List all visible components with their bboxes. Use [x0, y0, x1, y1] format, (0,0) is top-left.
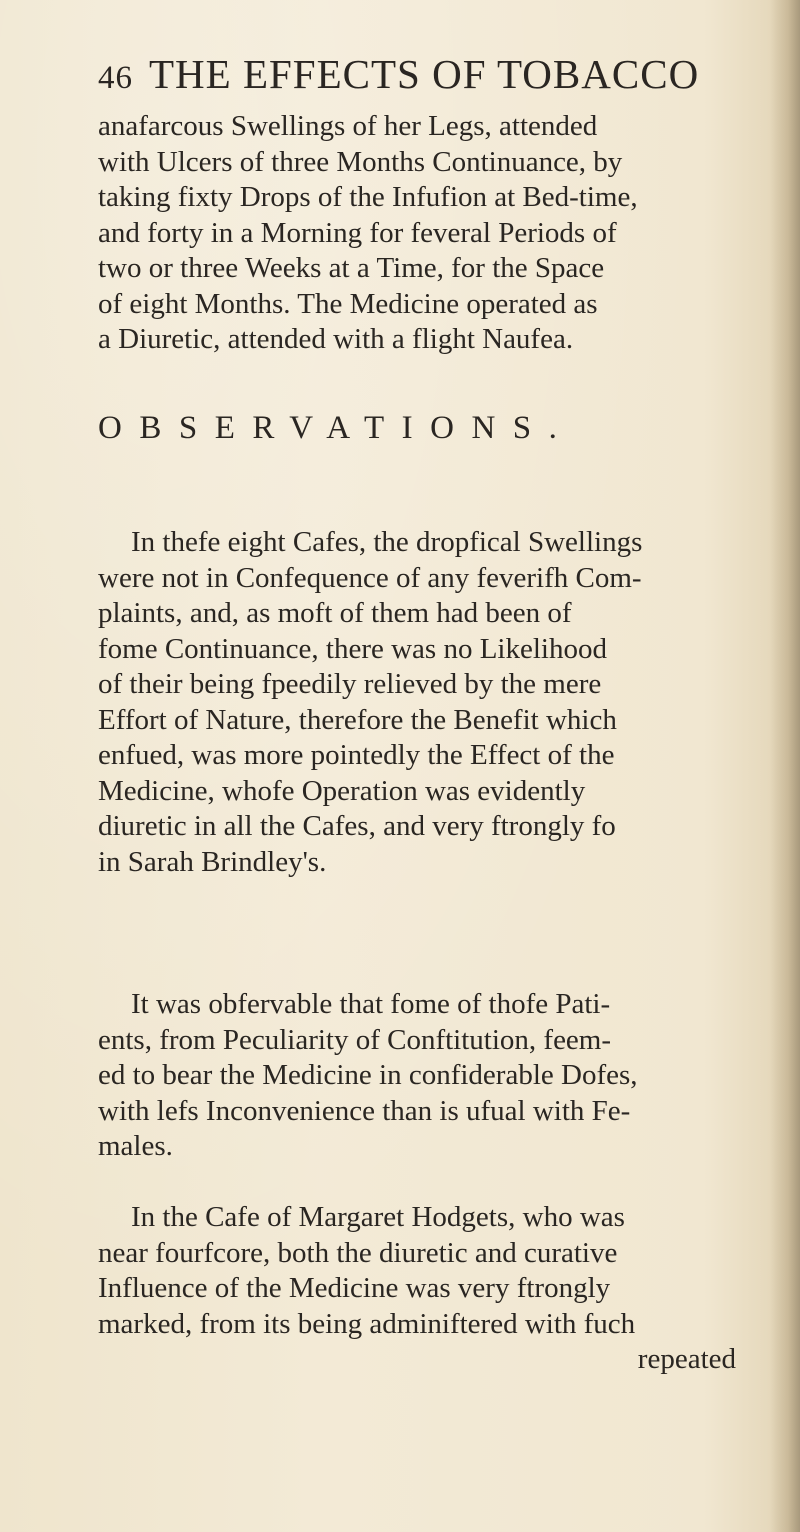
text-line: Influence of the Medicine was very ftrongly — [98, 1272, 611, 1304]
running-header — [98, 50, 699, 98]
text-line: Medicine, whofe Operation was evidently — [98, 774, 586, 807]
text-line: near fourfcore, both the diuretic and curative — [98, 1236, 618, 1269]
paragraph-1 — [98, 109, 778, 358]
text-line: in Sarah Brindley's. — [98, 845, 327, 878]
text-line: In the Cafe of Margaret Hodgets, who was — [131, 1201, 625, 1233]
text-line: of eight Months. The Medicine operated as — [98, 287, 598, 320]
text-line: In thefe eight Cafes, the dropfical Swellings — [131, 526, 643, 558]
text-line: of their being fpeedily relieved by the mere — [98, 668, 602, 700]
page-number: 46 — [98, 60, 133, 96]
paragraph-4 — [98, 1200, 778, 1378]
text-line: taking fixty Drops of the Infufion at Bed-time, — [98, 181, 638, 213]
text-line: two or three Weeks at a Time, for the Space — [98, 252, 605, 284]
text-line: and forty in a Morning for feveral Periods of — [98, 216, 617, 249]
text-line: with Ulcers of three Months Continuance, by — [98, 145, 623, 178]
text-line: enfued, was more pointedly the Effect of the — [98, 739, 615, 771]
text-line: ents, from Peculiarity of Conftitution, feem- — [98, 1023, 612, 1056]
paragraph-2 — [98, 525, 778, 880]
text-line: with lefs Inconvenience than is ufual with Fe- — [98, 1094, 631, 1127]
text-line: males. — [98, 1130, 173, 1162]
text-line: marked, from its being adminiftered with fuch — [98, 1307, 636, 1340]
running-title: THE EFFECTS OF TOBACCO — [149, 51, 700, 97]
text-line: a Diuretic, attended with a flight Naufea. — [98, 323, 574, 355]
text-line: It was obfervable that fome of thofe Pati- — [131, 988, 611, 1020]
text-line: ed to bear the Medicine in confiderable Dofes, — [98, 1059, 638, 1091]
text-line: plaints, and, as moft of them had been of — [98, 597, 572, 629]
text-line: diuretic in all the Cafes, and very ftrongly fo — [98, 810, 616, 842]
text-line: were not in Confequence of any feverifh Com- — [98, 561, 642, 594]
paragraph-3 — [98, 987, 778, 1165]
section-heading: OBSERVATIONS. — [98, 410, 575, 446]
text-line: Effort of Nature, therefore the Benefit which — [98, 703, 617, 736]
catchword: repeated — [637, 1343, 736, 1375]
text-line: anafarcous Swellings of her Legs, attended — [98, 110, 598, 142]
text-line: fome Continuance, there was no Likelihood — [98, 632, 607, 665]
